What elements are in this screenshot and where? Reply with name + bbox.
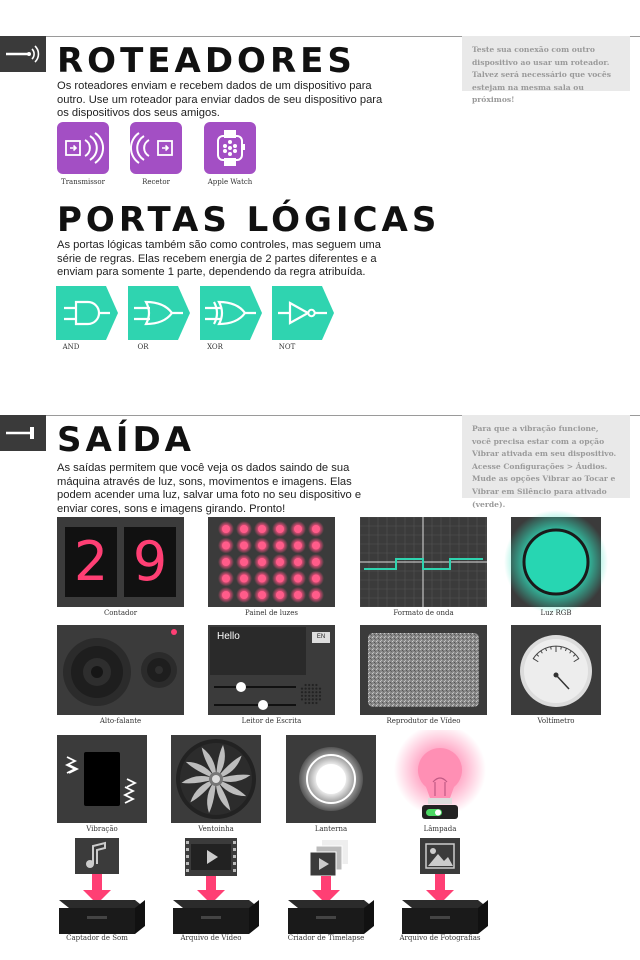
waveform-tile[interactable] [360,517,487,607]
tv-static-icon [360,625,487,715]
logic-description: As portas lógicas também são como controles, mas seguem uma série de regras. Elas recebem energia de 2 partes diferentes e a enviam para somente 1 parte, dependendo da regra atribuída. [57,239,381,279]
receiver-icon [130,122,182,174]
receiver-tile[interactable] [130,122,182,174]
photo-file-caption: Arquivo de Fotografias [399,934,481,942]
voltmeter-icon [511,625,601,715]
receiver-caption: Recetor [142,178,170,186]
photo-file-icon[interactable] [400,838,490,938]
video-player-caption: Reprodutor de Vídeo [386,717,461,725]
light-panel-caption: Painel de luzes [245,609,298,617]
counter-digit: 2 [73,530,109,593]
flashlight-icon [286,735,376,823]
lamp-tile[interactable] [390,730,490,825]
language-badge[interactable]: EN [312,632,330,643]
rgb-light-tile[interactable] [511,517,601,607]
routers-description: Os roteadores enviam e recebem dados de um dispositivo para outro. Use um roteador para enviar dados de seu dispositivo para os dispositivos dos seus amigos. [57,80,383,120]
apple-watch-caption: Apple Watch [207,178,253,186]
fan-caption: Ventoinha [198,825,234,833]
waveform-caption: Formato de onda [393,609,454,617]
not-caption: NOT [278,343,296,351]
vibration-caption: Vibração [86,825,118,833]
transmitter-tile[interactable] [57,122,109,174]
led-grid-icon [208,517,335,607]
text-reader-sample: Hello [217,631,240,642]
router-section-icon [0,36,46,72]
counter-caption: Contador [103,609,138,617]
speaker-tile[interactable] [57,625,184,715]
voltmeter-tile[interactable] [511,625,601,715]
light-bulb-icon [390,730,490,825]
video-file-icon[interactable] [171,838,261,938]
output-section-tab [0,415,46,451]
transmitter-icon [57,122,109,174]
video-player-tile[interactable] [360,625,487,715]
text-reader-caption: Leitor de Escrita [241,717,302,725]
apple-watch-icon [204,122,256,174]
and-caption: AND [62,343,80,351]
or-gate-icon[interactable] [128,286,192,340]
or-caption: OR [137,343,149,351]
text-reader-tile[interactable] [208,625,335,715]
routers-note: Teste sua conexão com outro dispositivo ao usar um roteador. Talvez será necessário que vocês estejam na mesma sala ou próximos! [462,36,630,91]
not-gate-icon[interactable] [272,286,336,340]
speaker-icon [57,625,184,715]
counter-digit-box [65,527,117,597]
and-gate-icon[interactable] [56,286,120,340]
vibration-tile[interactable] [57,735,147,823]
video-file-caption: Arquivo de Vídeo [180,934,242,942]
output-title: SAÍDA [57,420,195,460]
transmitter-caption: Transmissor [61,178,105,186]
counter-tile[interactable] [57,517,184,607]
rgb-light-caption: Luz RGB [540,609,572,617]
counter-digit-box [124,527,176,597]
light-panel-tile[interactable] [208,517,335,607]
sound-capture-caption: Captador de Som [66,934,128,942]
logic-title: PORTAS LÓGICAS [57,200,441,240]
waveform-icon [360,517,487,607]
fan-icon [171,735,261,823]
apple-watch-tile[interactable] [204,122,256,174]
xor-caption: XOR [207,343,223,351]
counter-digit: 9 [132,530,168,593]
flashlight-tile[interactable] [286,735,376,823]
timelapse-icon[interactable] [286,838,376,938]
flashlight-caption: Lanterna [314,825,348,833]
output-section-icon [0,415,46,451]
text-reader-controls [208,625,335,715]
fan-tile[interactable] [171,735,261,823]
sound-capture-icon[interactable] [57,838,147,938]
xor-gate-icon[interactable] [200,286,264,340]
timelapse-caption: Criador de Timelapse [287,934,365,942]
output-note: Para que a vibração funcione, você precisa estar com a opção Vibrar ativada em seu dispositivo. Acesse Configurações > Áudios. Mude as opções Vibrar ao Tocar e Vibrar em Silêncio para ativado (verde). [462,415,630,498]
routers-title: ROTEADORES [57,41,356,81]
rgb-light-icon [496,507,616,617]
vibration-icon [57,735,147,823]
routers-section-tab [0,36,46,72]
speaker-caption: Alto-falante [99,717,142,725]
output-description: As saídas permitem que você veja os dados saindo de sua máquina através de luz, sons, movimentos e imagens. Elas podem acender uma luz, salvar uma foto no seu dispositivo e enviar cores, sons e imagens girando. Pronto! [57,462,362,515]
voltmeter-caption: Voltímetro [537,717,575,725]
lamp-caption: Lâmpada [423,825,457,833]
